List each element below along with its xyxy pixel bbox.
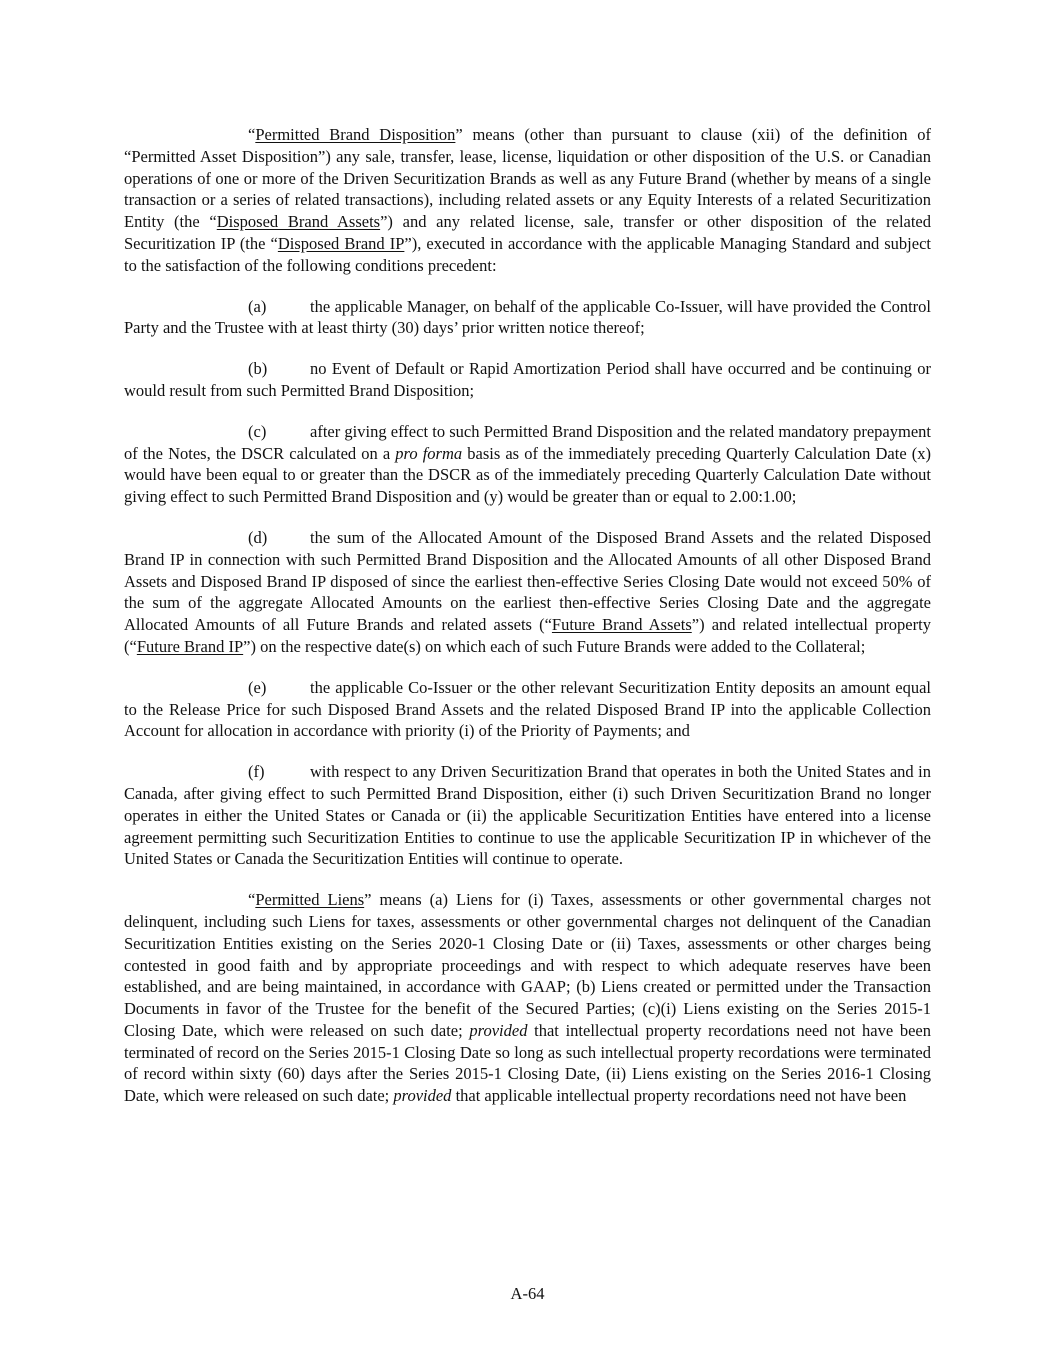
defined-term: Future Brand IP [136,636,244,656]
defined-term: Disposed Brand IP [277,233,405,253]
definition-text: ” means (other than pursuant to clause (xii) of the definition of “Permitted Asset Disposition”) any sale, transfer, lease, license, liquidation or other disposition of the U.S. or Canadian operations of one or more of the Driven Securitization Brands as well as any Future Brand (whether by means of a single transaction or a series of related transactions), including related assets or any Equity Interests of a related Securitization Entity (the “ [124,125,932,232]
definition-permitted-liens: “Permitted Liens” means (a) Liens for (i) Taxes, assessments or other governmental charges not delinquent, including such Liens for taxes, assessments or other governmental charges not delinquent of the Canadian Securitization Entities existing on the Series 2020-1 Closing Date or (ii) Taxes, assessments or other charges being contested in good faith and by appropriate proceedings and with respect to which adequate reserves have been established, and are being maintained, in accordance with GAAP; (b) Liens created or permitted under the Transaction Documents in favor of the Trustee for the benefit of the Secured Parties; (c)(i) Liens existing on the Series 2015-1 Closing Date, which were released on such date; provided that intellectual property recordations need not have been terminated of record on the Series 2015-1 Closing Date so long as such intellectual property recordations were terminated of record within sixty (60) days after the Series 2015-1 Closing Date, (ii) Liens existing on the Series 2016-1 Closing Date, which were released on such date; provided that applicable intellectual property recordations need not have been [124,890,932,1106]
clause-label: (a) [248,296,267,316]
clause-label: (d) [248,527,268,547]
clause-b [124,358,931,402]
clause-label: (b) [248,359,268,379]
definition-text: that applicable intellectual property recordations need not have been [451,1086,907,1106]
clause-text: the applicable Manager, on behalf of the applicable Co-Issuer, will have provided the Control Party and the Trustee with at least thirty (30) days’ prior written notice thereof; [124,296,931,338]
clause-f [124,761,931,870]
clause-a [124,296,931,340]
defined-term: Permitted Brand Disposition [255,125,456,144]
defined-term: Future Brand Assets [551,615,692,635]
clause-c [124,421,931,508]
page-number: A-64 [510,1284,545,1303]
clause-label: (c) [248,421,267,441]
clause-text: basis as of the immediately preceding Quarterly Calculation Date (x) would have been equal to or greater than the DSCR as of the immediately preceding Quarterly Calculation Date without giving effect to such Permitted Brand Disposition and (y) would be greater than or equal to 2.00:1.00; [124,443,932,507]
definition-permitted-brand-disposition: “Permitted Brand Disposition” means (other than pursuant to clause (xii) of the definition of “Permitted Asset Disposition”) any sale, transfer, lease, license, liquidation or other disposition of the U.S. or Canadian operations of one or more of the Driven Securitization Brands as well as any Future Brand (whether by means of a single transaction or a series of related transactions), including related assets or any Equity Interests of a related Securitization Entity (the “Disposed Brand Assets”) and any related license, sale, transfer or other disposition of the related Securitization IP (the “Disposed Brand IP”), executed in accordance with the applicable Managing Standard and subject to the satisfaction of the following conditions precedent: [124,125,932,275]
clause-label: (e) [248,677,267,697]
italic-term: pro forma [395,443,463,463]
clause-label: (f) [248,762,265,782]
clause-text: after giving effect to such Permitted Brand Disposition and the related mandatory prepayment of the Notes, the DSCR calculated on a [124,421,931,463]
italic-term: provided [393,1086,452,1106]
clause-text: ”) on the respective date(s) on which each of such Future Brands were added to the Collateral; [243,636,866,656]
clause-e [124,677,931,742]
italic-term: provided [469,1020,528,1040]
clause-d [124,527,931,658]
defined-term: Disposed Brand Assets [216,212,381,232]
defined-term: Permitted Liens [255,890,365,910]
definition-text: ”) and any related license, sale, transfer or other disposition of the related Securitization IP (the “ [124,212,932,253]
clause-text: with respect to any Driven Securitization Brand that operates in both the United States and in Canada, after giving effect to such Permitted Brand Disposition, either (i) such Driven Securitization Brand no longer operates in either the United States or Canada or (ii) the applicable Securitization Entities have entered into a license agreement permitting such Securitization Entities to continue to use the applicable Securitization IP in whichever of the United States or Canada the Securitization Entities will continue to operate. [124,762,931,869]
clause-text: the sum of the Allocated Amount of the Disposed Brand Assets and the related Disposed Brand IP in connection with such Permitted Brand Disposition and the Allocated Amounts of all other Disposed Brand Assets and Disposed Brand IP disposed of since the earliest then-effective Series Closing Date would not exceed 50% of the sum of the aggregate Allocated Amounts on the earliest then-effective Series Closing Date and the aggregate Allocated Amounts of all Future Brands and related assets (“ [124,527,931,635]
definition-text: ” means (a) Liens for (i) Taxes, assessments or other governmental charges not delinquent, including such Liens for taxes, assessments or other governmental charges not delinquent of the Canadian Securitization Entities existing on the Series 2020-1 Closing Date or (ii) Taxes, assessments or other charges being contested in good faith and by appropriate proceedings and with respect to which adequate reserves have been established, and are being maintained, in accordance with GAAP; (b) Liens created or permitted under the Transaction Documents in favor of the Trustee for the benefit of the Secured Parties; (c)(i) Liens existing on the Series 2015-1 Closing Date, which were released on such date; [124,890,931,1040]
definition-text: that intellectual property recordations need not have been terminated of record on the Series 2015-1 Closing Date so long as such intellectual property recordations were terminated of record within sixty (60) days after the Series 2015-1 Closing Date, (ii) Liens existing on the Series 2016-1 Closing Date, which were released on such date; [124,1020,932,1106]
clause-text: the applicable Co-Issuer or the other relevant Securitization Entity deposits an amount equal to the Release Price for such Disposed Brand Assets and the related Disposed Brand IP into the applicable Collection Account for allocation in accordance with priority (i) of the Priority of Payments; and [124,677,931,741]
definition-text: ”), executed in accordance with the applicable Managing Standard and subject to the satisfaction of the following conditions precedent: [124,233,931,275]
clause-text: no Event of Default or Rapid Amortization Period shall have occurred and be continuing or would result from such Permitted Brand Disposition; [124,359,931,400]
clause-text: ”) and related intellectual property (“ [124,615,931,656]
